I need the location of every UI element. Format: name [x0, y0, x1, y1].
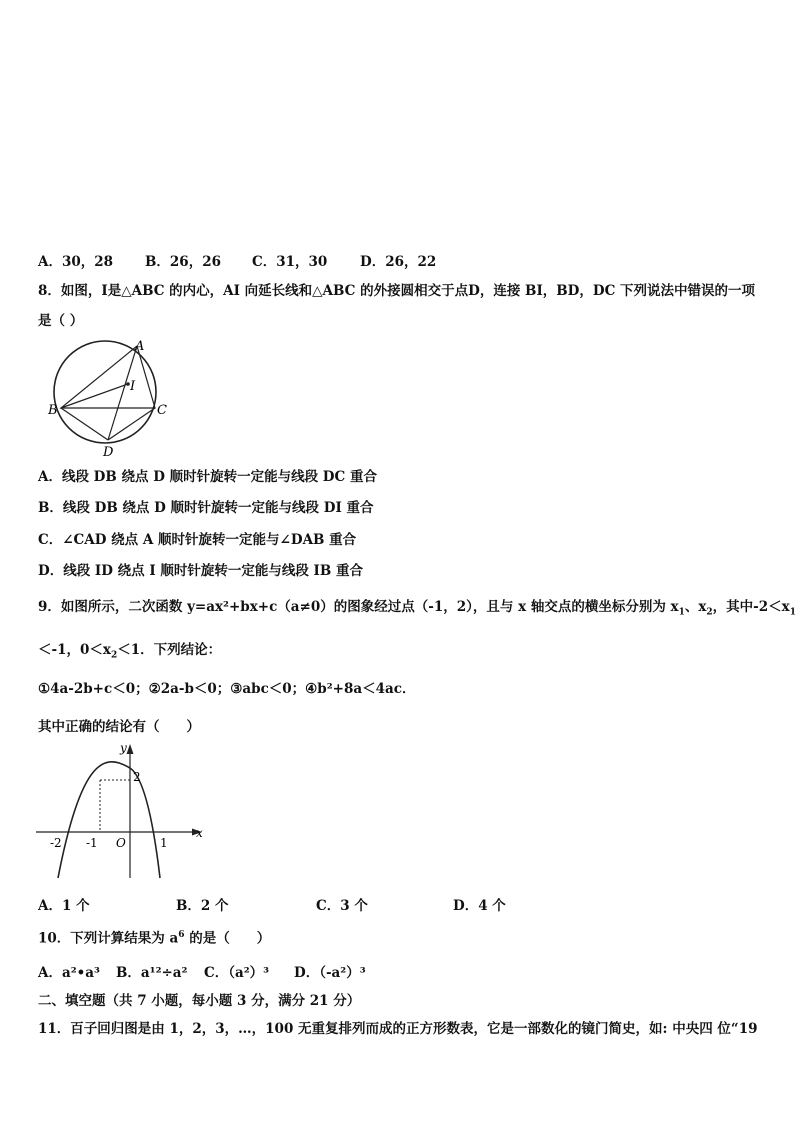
q9-sub-3: 1 [789, 607, 796, 618]
section-heading: 二、填空题（共 7 小题，每小题 3 分，满分 21 分） [38, 993, 361, 1009]
q9-stem-line2 [38, 641, 221, 665]
q10-option-d: D．（-a²）³ [294, 965, 366, 981]
x-axis-label: x [196, 826, 203, 840]
y-axis-label: y [120, 741, 127, 755]
q9-parabola-graph [36, 740, 208, 880]
q10-stem [38, 926, 270, 948]
q9-option-b: B．2 个 [176, 898, 229, 914]
q8-circle-figure [40, 336, 175, 461]
q9-sub-2: 2 [706, 607, 713, 618]
parabola-curve [58, 762, 160, 878]
label-i: I [130, 379, 136, 394]
label-d: D [103, 445, 114, 460]
label-b: B [48, 403, 58, 418]
q9-line2-sub: 2 [110, 650, 118, 661]
q7-option-a: A．30，28 [38, 254, 114, 270]
value-2-label: 2 [133, 770, 141, 784]
q10-option-b: B．a¹²÷a² [116, 965, 188, 981]
q7-option-d: D．26，22 [360, 254, 437, 270]
q10-option-a: A．a²•a³ [38, 965, 100, 981]
q9-option-a: A．1 个 [38, 898, 90, 914]
tick-neg2: -2 [50, 836, 62, 850]
q9-stem-part-a: 9．如图所示，二次函数 y=ax²+bx+c（a≠0）的图象经过点（-1，2），且与 x 轴交点的横坐标分别为 x [38, 599, 679, 615]
q10-stem-text: 10．下列计算结果为 a [38, 930, 179, 947]
q10-stem-sup: 6 [178, 930, 185, 940]
q8-option-c: C．∠CAD 绕点 A 顺时针旋转一定能与∠DAB 重合 [38, 532, 357, 548]
label-c: C [157, 403, 167, 418]
q10-stem-end: 的是（ ） [184, 930, 271, 947]
origin-label: O [116, 836, 126, 850]
tick-1: 1 [160, 836, 168, 850]
q9-conclusions: ①4a-2b+c＜0；②2a-b＜0；③abc＜0；④b²+8a＜4ac． [38, 681, 416, 697]
label-a: A [135, 339, 145, 354]
q9-stem-part-b: 、x [684, 599, 707, 615]
q8-stem-line2: 是（ ） [38, 313, 84, 329]
q7-option-c: C．31，30 [252, 254, 328, 270]
q9-option-c: C．3 个 [316, 898, 368, 914]
q9-line2-part-b: ＜1．下列结论： [117, 642, 222, 658]
q10-option-c: C．（a²）³ [204, 965, 270, 981]
line-bi [61, 384, 128, 408]
q9-stem-line1 [38, 598, 796, 622]
line-bd [61, 408, 108, 440]
q8-option-b: B．线段 DB 绕点 D 顺时针旋转一定能与线段 DI 重合 [38, 500, 374, 516]
q9-line2-part-a: ＜-1，0＜x [38, 642, 111, 658]
q7-option-b: B．26，26 [145, 254, 221, 270]
q8-stem-line1: 8．如图，I是△ABC 的内心，AI 向延长线和△ABC 的外接圆相交于点D，连接 BI，BD，DC 下列说法中错误的一项 [38, 283, 756, 299]
q8-option-d: D．线段 ID 绕点 I 顺时针旋转一定能与线段 IB 重合 [38, 563, 363, 579]
y-axis-arrow [127, 744, 134, 754]
q9-sub-1: 1 [678, 607, 685, 618]
q9-stem-part-c: ，其中-2＜x [712, 599, 790, 615]
tick-neg1: -1 [86, 836, 98, 850]
q11-stem: 11．百子回归图是由 1，2，3，…，100 无重复排列而成的正方形数表，它是一部数化的镜门简史，如: 中央四 位“19 [38, 1021, 758, 1037]
q8-option-a: A．线段 DB 绕点 D 顺时针旋转一定能与线段 DC 重合 [38, 469, 377, 485]
q9-question: 其中正确的结论有（ ） [38, 719, 200, 735]
q9-option-d: D．4 个 [453, 898, 506, 914]
